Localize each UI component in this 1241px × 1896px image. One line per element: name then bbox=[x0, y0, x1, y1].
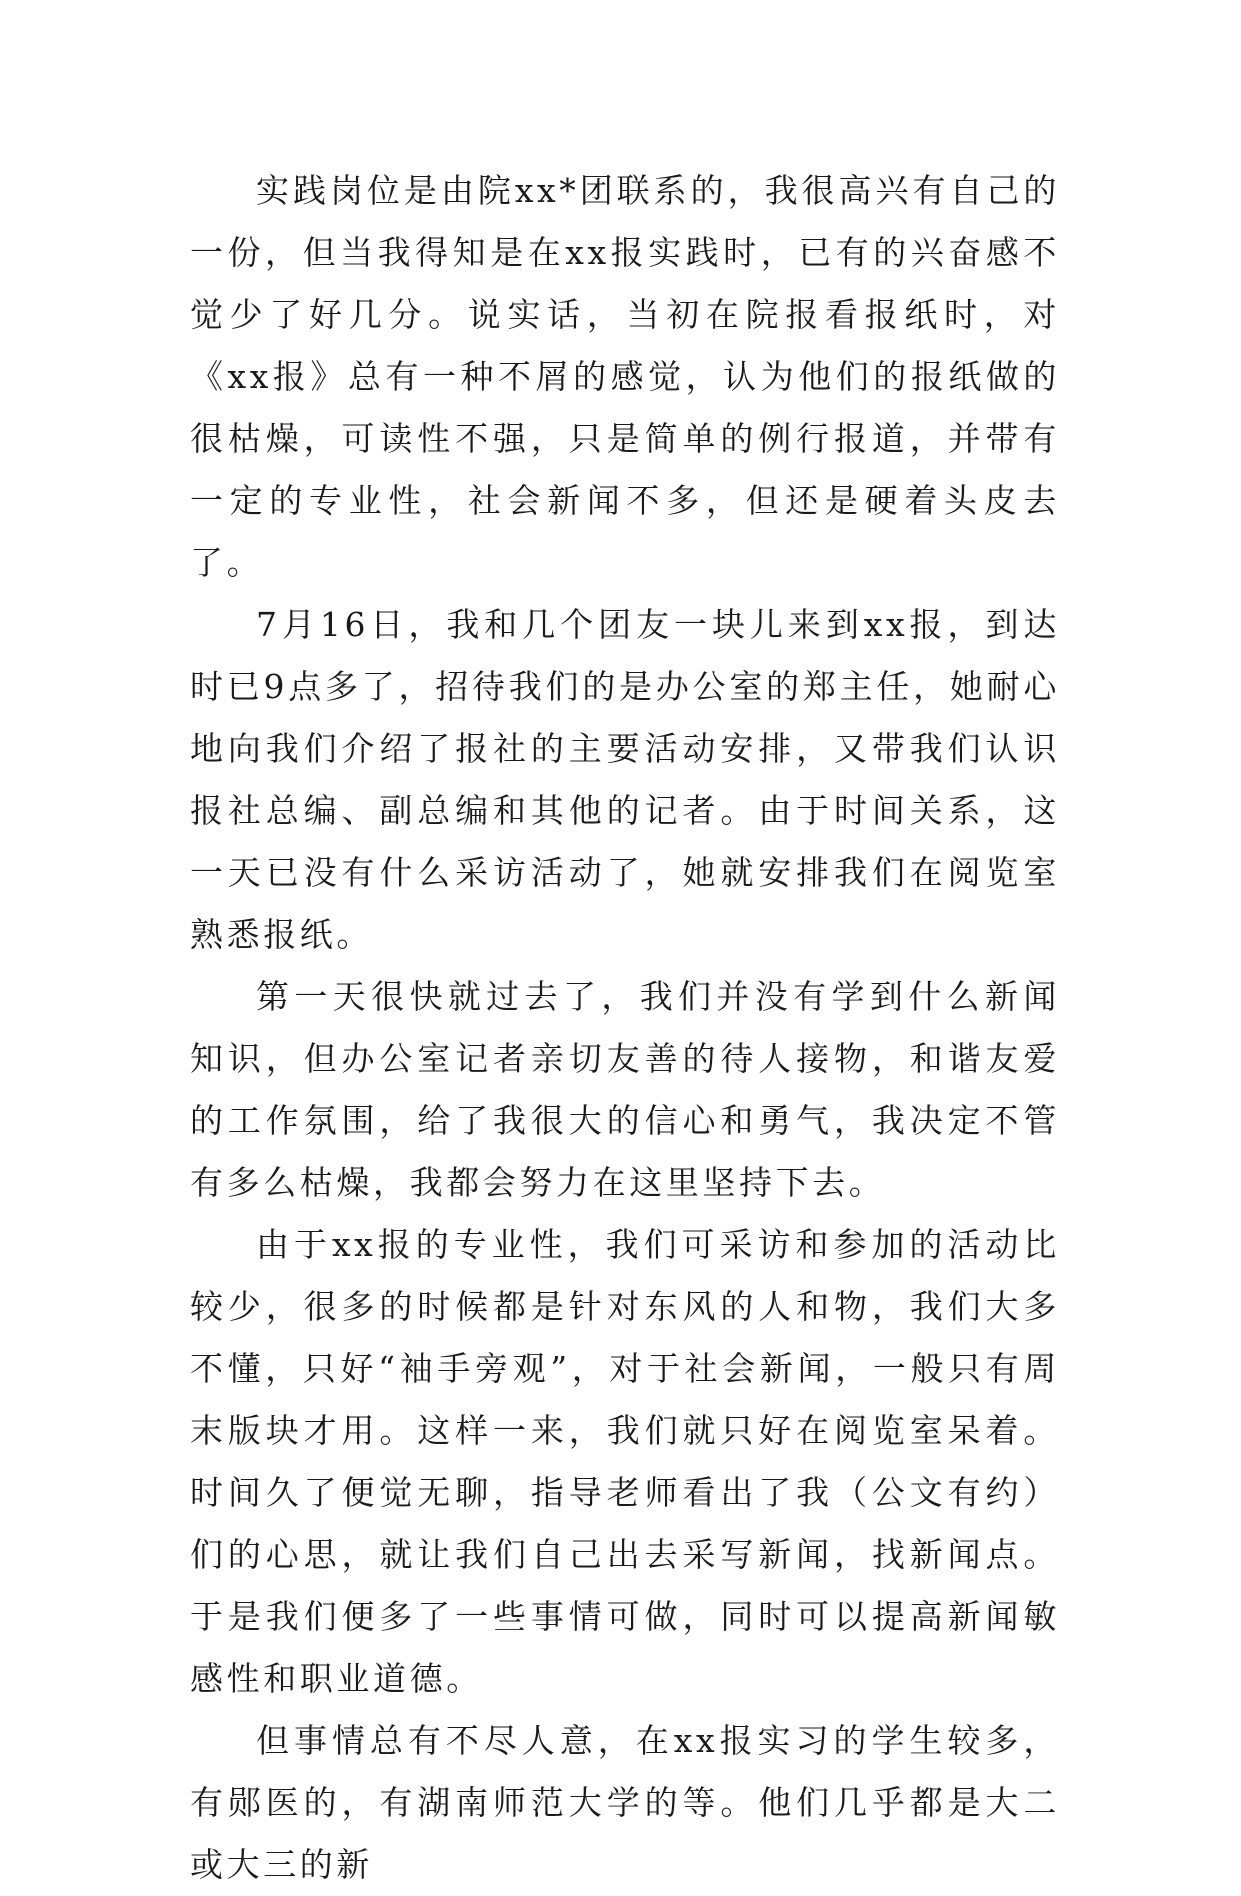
paragraph-1: 实践岗位是由院xx*团联系的，我很高兴有自己的一份，但当我得知是在xx报实践时，已有的兴奋感不觉少了好几分。说实话，当初在院报看报纸时，对《xx报》总有一种不屑的感觉，认为他们的报纸做的很枯燥，可读性不强，只是简单的例行报道，并带有一定的专业性，社会新闻不多，但还是硬着头皮去了。 bbox=[190, 171, 1060, 582]
body-text bbox=[190, 160, 1060, 1896]
paragraph-3: 第一天很快就过去了，我们并没有学到什么新闻知识，但办公室记者亲切友善的待人接物，和谐友爱的工作氛围，给了我很大的信心和勇气，我决定不管有多么枯燥，我都会努力在这里坚持下去。 bbox=[190, 977, 1060, 1202]
paragraph-5: 但事情总有不尽人意，在xx报实习的学生较多，有郧医的，有湖南师范大学的等。他们几乎都是大二或大三的新 bbox=[190, 1721, 1060, 1884]
paragraph-4: 由于xx报的专业性，我们可采访和参加的活动比较少，很多的时候都是针对东风的人和物，我们大多不懂，只好“袖手旁观”，对于社会新闻，一般只有周末版块才用。这样一来，我们就只好在阅览室呆着。时间久了便觉无聊，指导老师看出了我（公文有约）们的心思，就让我们自己出去采写新闻，找新闻点。于是我们便多了一些事情可做，同时可以提高新闻敏感性和职业道德。 bbox=[190, 1225, 1060, 1698]
paragraph-2: 7月16日，我和几个团友一块儿来到xx报，到达时已9点多了，招待我们的是办公室的郑主任，她耐心地向我们介绍了报社的主要活动安排，又带我们认识报社总编、副总编和其他的记者。由于时间关系，这一天已没有什么采访活动了，她就安排我们在阅览室熟悉报纸。 bbox=[190, 605, 1060, 954]
